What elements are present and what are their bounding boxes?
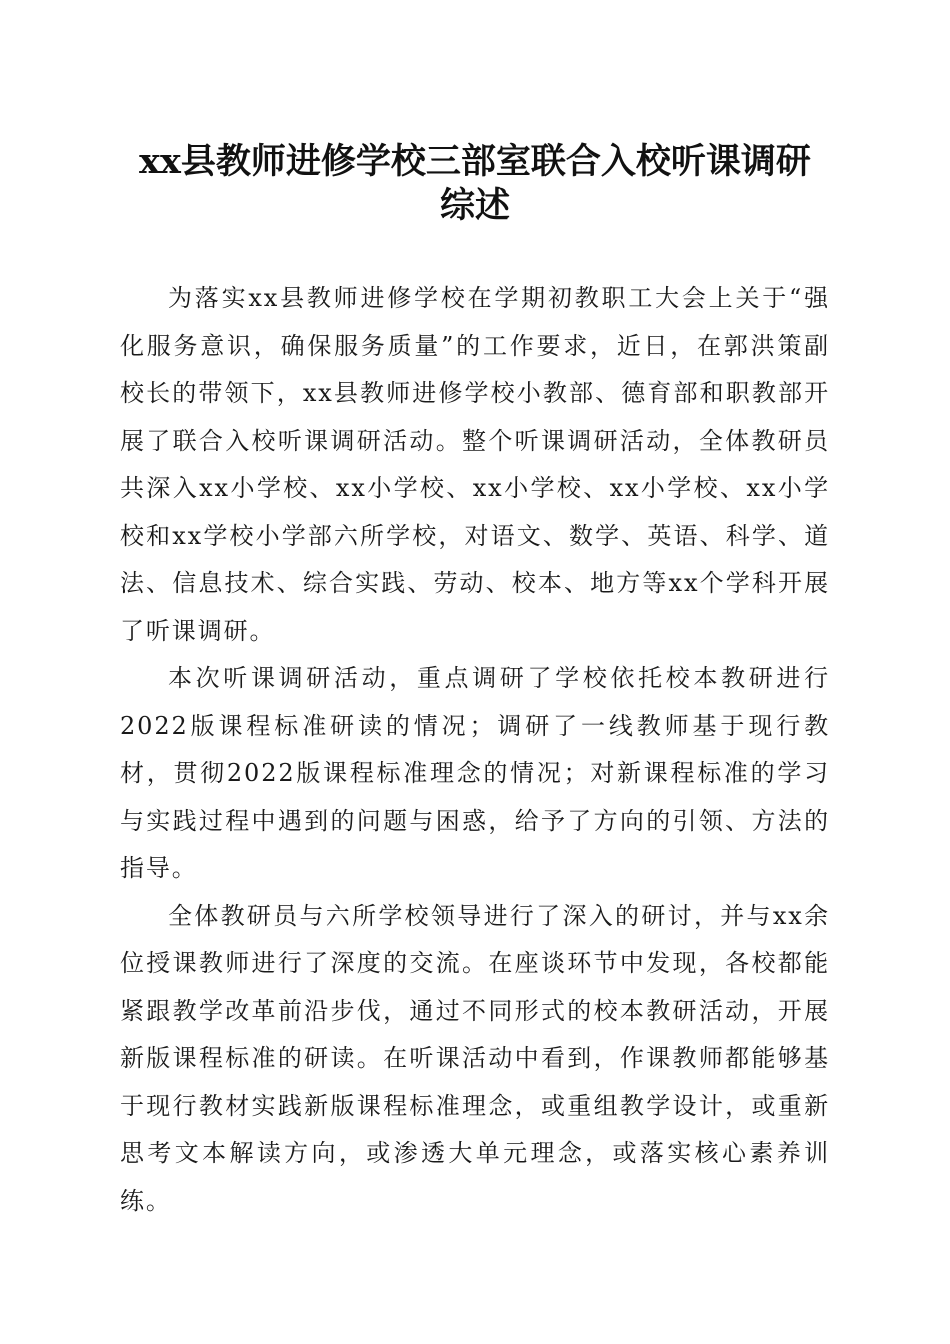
title-line-1: xx县教师进修学校三部室联合入校听课调研: [139, 141, 811, 182]
paragraph-3: 全体教研员与六所学校领导进行了深入的研讨，并与xx余位授课教师进行了深度的交流。在座谈环节中发现，各校都能紧跟教学改革前沿步伐，通过不同形式的校本教研活动，开展新版课程标准的研读。在听课活动中看到，作课教师都能够基于现行教材实践新版课程标准理念，或重组教学设计，或重新思考文本解读方向，或渗透大单元理念，或落实核心素养训练。: [120, 901, 830, 1215]
paragraph-2: 本次听课调研活动，重点调研了学校依托校本教研进行2022版课程标准研读的情况；调研了一线教师基于现行教材，贯彻2022版课程标准理念的情况；对新课程标准的学习与实践过程中遇到的问题与困惑，给予了方向的引领、方法的指导。: [120, 664, 830, 882]
title-line-2: 综述: [439, 185, 510, 226]
document-body: [120, 275, 830, 1225]
document-title: [115, 140, 835, 228]
paragraph-1: 为落实xx县教师进修学校在学期初教职工大会上关于“强化服务意识，确保服务质量”的工作要求，近日，在郭洪策副校长的带领下，xx县教师进修学校小教部、德育部和职教部开展了联合入校听课调研活动。整个听课调研活动，全体教研员共深入xx小学校、xx小学校、xx小学校、xx小学校、xx小学校和xx学校小学部六所学校，对语文、数学、英语、科学、道法、信息技术、综合实践、劳动、校本、地方等xx个学科开展了听课调研。: [120, 284, 830, 645]
